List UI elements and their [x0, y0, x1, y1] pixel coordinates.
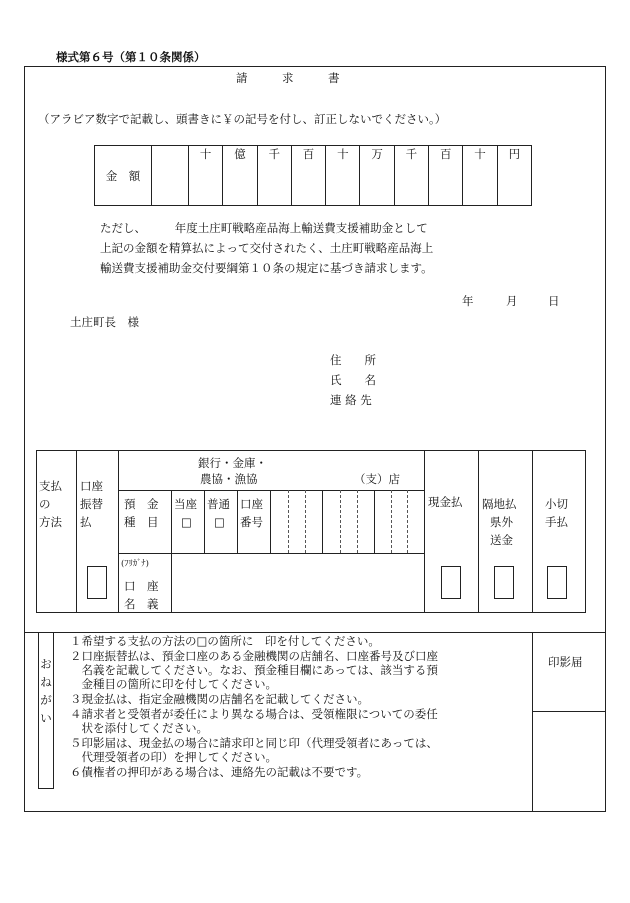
remote-label: 県外: [490, 515, 513, 529]
amount-digit-cell[interactable]: [152, 146, 189, 206]
amount-digit-cell[interactable]: 十: [463, 146, 497, 206]
deposit-type-label: 預 金: [124, 497, 159, 511]
account-number-label: 番号: [240, 515, 263, 529]
ordinary-account-checkbox[interactable]: □: [214, 515, 225, 529]
amount-digit-cell[interactable]: 千: [257, 146, 291, 206]
holder-label: 口 座: [124, 579, 159, 593]
seal-label: 印影届: [548, 655, 583, 669]
note-line: ３現金払は、指定金融機関の店舗名を記載してください。: [70, 692, 369, 706]
note-line: 代理受領者の印）を押してください。: [70, 750, 277, 764]
furigana-label: (ﾌﾘｶﾞﾅ): [121, 559, 149, 569]
cash-label: 現金払: [428, 495, 463, 509]
check-label: 小切: [545, 497, 568, 511]
body-line: 輸送費支援補助金交付要綱第１０条の規定に基づき請求します。: [100, 261, 433, 275]
note-line: ６債権者の押印がある場合は、連絡先の記載は不要です。: [70, 765, 369, 779]
note-line: 金種目の箇所に印を付してください。: [70, 677, 277, 691]
remote-label: 送金: [490, 533, 513, 547]
instruction-text: （アラビア数字で記載し、頭書きに￥の記号を付し、訂正しないでください。）: [38, 112, 447, 126]
note-line: ２口座振替払は、預金口座のある金融機関の店舗名、口座番号及び口座: [70, 649, 438, 663]
amount-label: 金 額: [95, 146, 152, 206]
method-label: の: [39, 497, 51, 511]
account-number-label: 口座: [240, 497, 263, 511]
deposit-type-label: 種 目: [124, 515, 159, 529]
account-label: 払: [80, 515, 92, 529]
amount-digit-cell[interactable]: 十: [326, 146, 360, 206]
amount-digit-cell[interactable]: 千: [394, 146, 428, 206]
remote-label: 隔地払: [482, 497, 517, 511]
note-line: ４請求者と受領者が委任により異なる場合は、受領権限についての委任: [70, 707, 438, 721]
branch-label: （支）店: [354, 472, 400, 486]
amount-digit-cell[interactable]: 百: [429, 146, 463, 206]
check-label: 手払: [545, 515, 568, 529]
amount-digit-cell[interactable]: 億: [223, 146, 257, 206]
note-line: 状を添付してください。: [70, 721, 208, 735]
amount-digit-cell[interactable]: 円: [497, 146, 531, 206]
bank-type-line1: 銀行・金庫・: [198, 456, 267, 470]
cash-checkbox[interactable]: [441, 566, 461, 599]
page-title: 請 求 書: [236, 71, 340, 85]
current-account-label: 当座: [174, 497, 197, 511]
bank-type-line2: 農協・漁協: [200, 472, 258, 486]
note-line: １希望する支払の方法の□の箇所に 印を付してください。: [70, 634, 380, 648]
check-checkbox[interactable]: [547, 566, 567, 599]
note-line: 名義を記載してください。なお、預金種目欄にあっては、該当する預: [70, 663, 438, 677]
remote-checkbox[interactable]: [494, 566, 514, 599]
account-label: 口座: [80, 479, 103, 493]
date-year: 年: [462, 294, 474, 308]
body-line: ただし、 年度土庄町戦略産品海上輸送費支援補助金として: [100, 221, 428, 235]
amount-table: [94, 145, 532, 206]
current-account-checkbox[interactable]: □: [181, 515, 192, 529]
method-label: 支払: [39, 479, 62, 493]
holder-label: 名 義: [124, 597, 159, 611]
addressee: 土庄町長 様: [70, 315, 139, 329]
form-number: 様式第６号（第１０条関係）: [56, 50, 206, 64]
contact-label: 連 絡 先: [330, 393, 372, 407]
body-line: 上記の金額を精算払によって交付されたく、土庄町戦略産品海上: [100, 241, 434, 255]
date-month: 月: [506, 294, 518, 308]
ordinary-account-label: 普通: [207, 497, 230, 511]
amount-digit-cell[interactable]: 万: [360, 146, 394, 206]
amount-digit-cell[interactable]: 十: [189, 146, 223, 206]
account-transfer-checkbox[interactable]: [87, 566, 107, 599]
method-label: 方法: [39, 515, 62, 529]
date-day: 日: [548, 294, 560, 308]
note-line: ５印影届は、現金払の場合に請求印と同じ印（代理受領者にあっては、: [70, 736, 438, 750]
account-label: 振替: [80, 497, 103, 511]
notes-label: お ね が い: [40, 657, 52, 725]
address-label: 住 所: [330, 353, 376, 367]
name-label: 氏 名: [330, 373, 376, 387]
amount-digit-cell[interactable]: 百: [291, 146, 325, 206]
